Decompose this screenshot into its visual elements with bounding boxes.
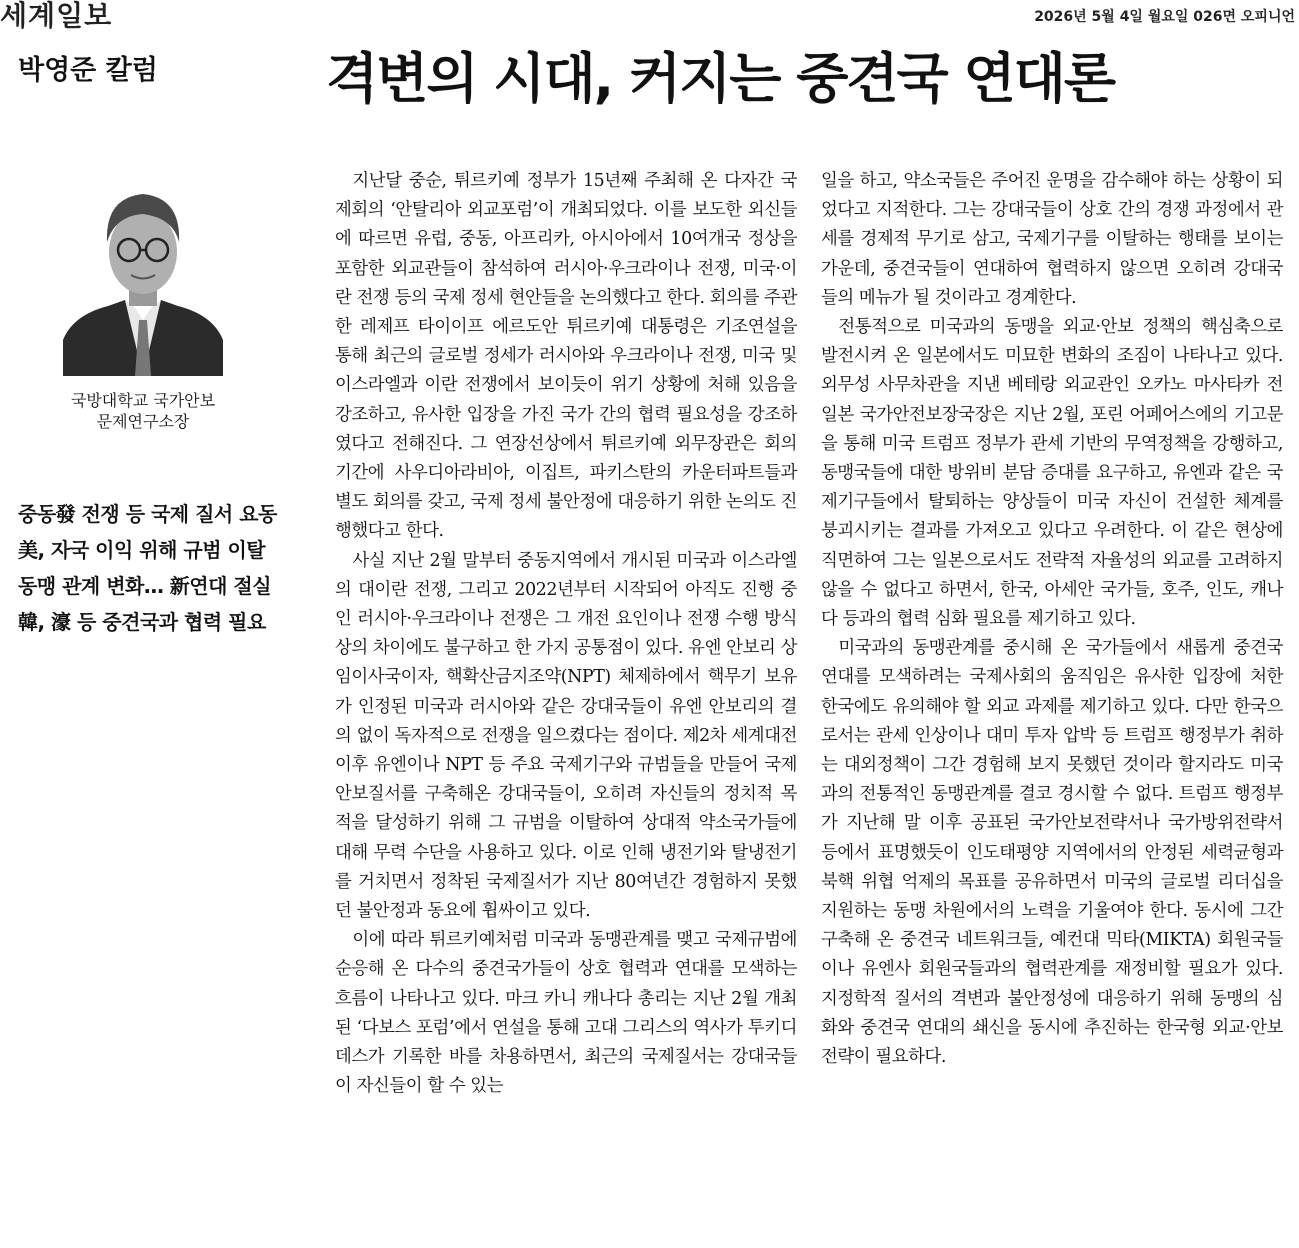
paragraph: 이에 따라 튀르키예처럼 미국과 동맹관계를 맺고 국제규범에 순응해 온 다수의 중견국가들이 상호 협력과 연대를 모색하는 흐름이 나타나고 있다. 마크 카니 캐나다 총리는 지난 2월 개최된 ‘다보스 포럼’에서 연설을 통해 고대 그리스의 역사가 투키디데스가 기록한 바를 차용하면서, 최근의 국제질서는 강대국들이 자신들이 할 수 있는 <box>335 930 797 1097</box>
body-column-1 <box>335 167 797 1102</box>
author-affiliation-line1: 국방대학교 국가안보 <box>70 391 216 410</box>
headline: 격변의 시대, 커지는 중견국 연대론 <box>326 47 1115 110</box>
author-affiliation <box>40 390 246 432</box>
summary-line: 중동發 전쟁 등 국제 질서 요동 <box>18 502 277 526</box>
paragraph: 지난달 중순, 튀르키예 정부가 15년째 주최해 온 다자간 국제회의 ‘안탈리아 외교포럼’이 개최되었다. 이를 보도한 외신들에 따르면 유럽, 중동, 아프리카, 아시아에서 10여개국 정상을 포함한 외교관들이 참석하여 러시아·우크라이나 전쟁, 미국·이란 전쟁 등의 국제 정세 현안들을 논의했다고 한다. 회의를 주관한 레제프 타이이프 에르도안 튀르키예 대통령은 기조연설을 통해 최근의 글로벌 정세가 러시아와 우크라이나 전쟁, 미국 및 이스라엘과 이란 전쟁에서 보이듯이 위기 상황에 처해 있음을 강조하고, 유사한 입장을 가진 국가 간의 협력 필요성을 강조하였다고 전해진다. 그 연장선상에서 튀르키예 외무장관은 회의 기간에 사우디아라비아, 이집트, 파키스탄의 카운터파트들과 별도 회의를 갖고, 국제 정세 불안정에 대응하기 위한 논의도 진행했다고 한다. <box>335 171 797 542</box>
author-photo <box>63 180 223 376</box>
body-column-2 <box>821 167 1283 1072</box>
summary-line: 美, 자국 이익 위해 규범 이탈 <box>18 538 266 562</box>
summary-line: 동맹 관계 변화… 新연대 절실 <box>18 574 272 598</box>
paragraph: 전통적으로 미국과의 동맹을 외교·안보 정책의 핵심축으로 발전시켜 온 일본에서도 미묘한 변화의 조짐이 나타나고 있다. 외무성 사무차관을 지낸 베테랑 외교관인 오카노 마사타카 전 일본 국가안전보장국장은 지난 2월, 포린 어페어스에의 기고문을 통해 미국 트럼프 정부가 관세 기반의 무역정책을 강행하고, 동맹국들에 대한 방위비 분담 증대를 요구하고, 유엔과 같은 국제기구들에서 탈퇴하는 양상들이 미국 자신이 건설한 체계를 붕괴시키는 결과를 가져오고 있다고 우려한다. 이 같은 현상에 직면하여 그는 일본으로서도 전략적 자율성의 외교를 고려하지 않을 수 없다고 하면서, 한국, 아세안 국가들, 호주, 인도, 캐나다 등과의 협력 심화 필요를 제기하고 있다. <box>821 317 1283 630</box>
summary-box <box>18 496 308 640</box>
dateline: 2026년 5월 4일 월요일 026면 오피니언 <box>1034 9 1295 25</box>
paragraph: 일을 하고, 약소국들은 주어진 운명을 감수해야 하는 상황이 되었다고 지적한다. 그는 강대국들이 상호 간의 경쟁 과정에서 관세를 경제적 무기로 삼고, 국제기구를 이탈하는 행태를 보이는 가운데, 중견국들이 연대하여 협력하지 않으면 오히려 강대국들의 메뉴가 될 것이라고 경계한다. <box>821 171 1283 308</box>
paragraph: 미국과의 동맹관계를 중시해 온 국가들에서 새롭게 중견국 연대를 모색하려는 국제사회의 움직임은 유사한 입장에 처한 한국에도 유의해야 할 외교 과제를 제기하고 있다. 다만 한국으로서는 관세 인상이나 대미 투자 압박 등 트럼프 행정부가 취하는 대외정책이 그간 경험해 보지 못했던 것이라 할지라도 미국과의 전통적인 동맹관계를 결코 경시할 수 없다. 트럼프 행정부가 지난해 말 이후 공표된 국가안보전략서나 국가방위전략서 등에서 표명했듯이 인도태평양 지역에서의 안정된 세력균형과 북핵 위협 억제의 목표를 공유하면서 미국의 글로벌 리더십을 지원하는 동맹 차원에서의 노력을 기울여야 한다. 동시에 그간 구축해 온 중견국 네트워크들, 예컨대 믹타(MIKTA) 회원국들이나 유엔사 회원국들과의 협력관계를 재정비할 필요가 있다. 지정학적 질서의 격변과 불안정성에 대응하기 위해 동맹의 심화와 중견국 연대의 쇄신을 동시에 추진하는 한국형 외교·안보 전략이 필요하다. <box>821 638 1283 1068</box>
column-name: 박영준 칼럼 <box>18 55 158 86</box>
author-affiliation-line2: 문제연구소장 <box>96 412 190 431</box>
summary-line: 韓, 濠 등 중견국과 협력 필요 <box>18 610 266 634</box>
paragraph: 사실 지난 2월 말부터 중동지역에서 개시된 미국과 이스라엘의 대이란 전쟁, 그리고 2022년부터 시작되어 아직도 진행 중인 러시아·우크라이나 전쟁은 그 개전 요인이나 전쟁 수행 방식상의 차이에도 불구하고 한 가지 공통점이 있다. 유엔 안보리 상임이사국이자, 핵확산금지조약(NPT) 체제하에서 핵무기 보유가 인정된 미국과 러시아와 같은 강대국들이 유엔 안보리의 결의 없이 독자적으로 전쟁을 일으켰다는 점이다. 제2차 세계대전 이후 유엔이나 NPT 등 주요 국제기구와 규범들을 만들어 국제안보질서를 구축해온 강대국들이, 오히려 자신들의 정치적 목적을 달성하기 위해 그 규범을 이탈하여 상대적 약소국가들에 대해 무력 수단을 사용하고 있다. 이로 인해 냉전기와 탈냉전기를 거치면서 정착된 국제질서가 지난 80여년간 경험하지 못했던 불안정과 동요에 휩싸이고 있다. <box>335 550 797 922</box>
newspaper-masthead: 세계일보 <box>0 0 113 32</box>
